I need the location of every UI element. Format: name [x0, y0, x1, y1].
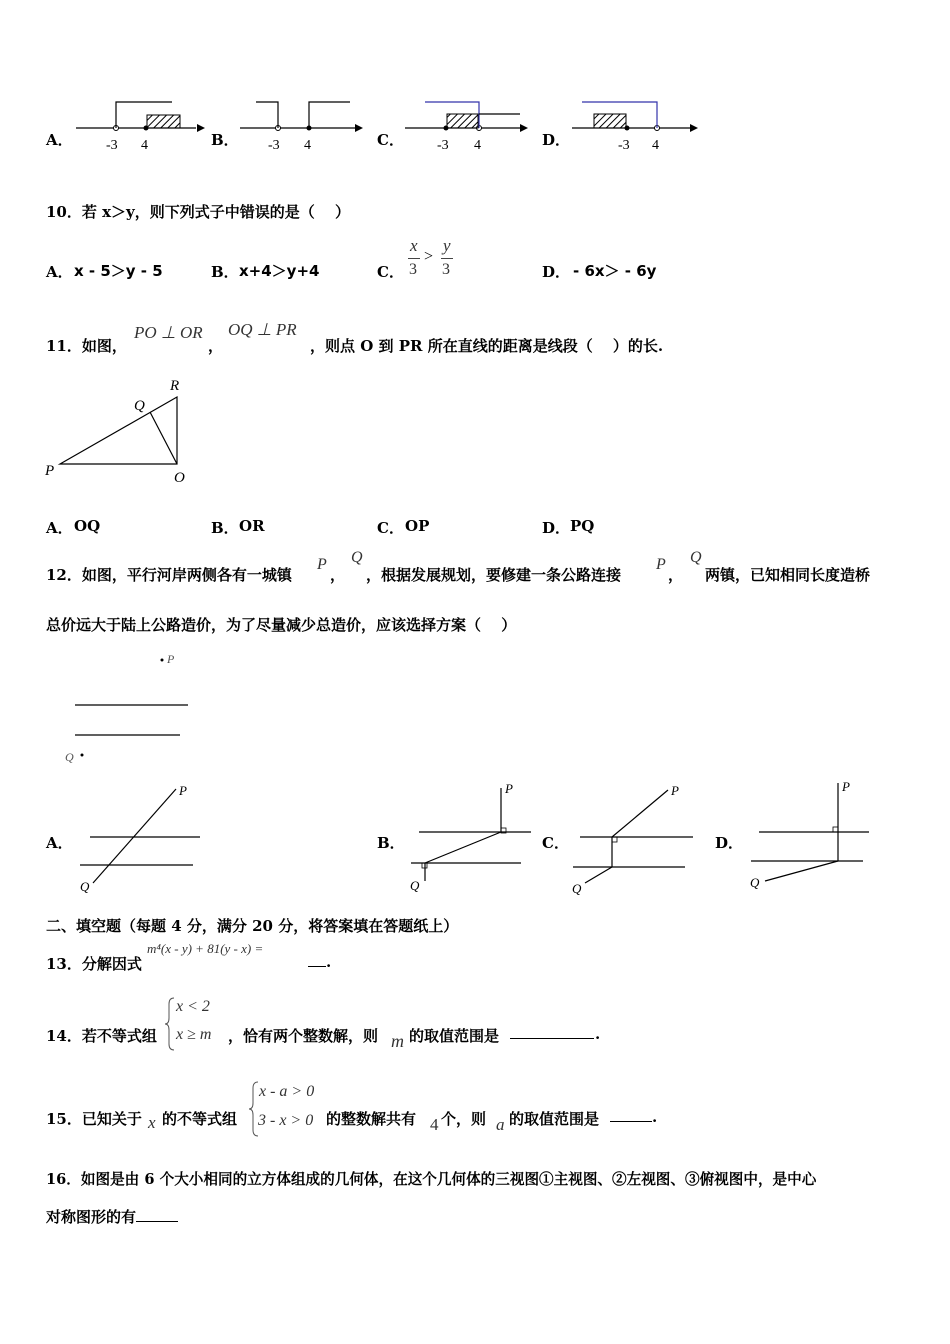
q10-option-b-text: x+4＞y+4: [239, 262, 320, 280]
q9-number-line-c: [405, 102, 528, 153]
q13-expr: m⁴(x - y) + 81(y - x) =: [147, 941, 264, 956]
q9-option-c-label[interactable]: C．: [377, 131, 404, 149]
q11-option-c-label[interactable]: C．: [377, 519, 404, 537]
q16-line2: [46, 1206, 178, 1227]
q12-option-a-figure: [75, 775, 205, 900]
q12-a-fig-q: Q: [80, 879, 90, 894]
q15-count: 4: [430, 1115, 439, 1134]
q9-option-a-label[interactable]: A．: [46, 131, 73, 149]
q13-prefix: 13．分解因式: [46, 955, 142, 973]
q10-stem: 10．若 x＞y，则下列式子中错误的是（ ）: [46, 203, 350, 221]
q15-middle2: 的整数解共有: [326, 1110, 417, 1128]
section2-title: 二、填空题（每题 4 分，满分 20 分，将答案填在答题纸上）: [46, 917, 459, 935]
q9-b-tick-minus3: -3: [268, 138, 280, 153]
q9-d-tick-minus3: -3: [618, 138, 630, 153]
q16-line1: 16．如图是由 6 个大小相同的立方体组成的几何体，在这个几何体的三视图①主视图、②左视图、③俯视图中，是中心: [46, 1171, 817, 1188]
q13-suffix: .: [326, 953, 332, 971]
q15-inequality-system: [249, 1080, 329, 1138]
q12-q-1: Q: [351, 549, 363, 566]
q12-line1-a: 12．如图，平行河岸两侧各有一城镇: [46, 566, 292, 584]
q15-line2: 3 - x > 0: [258, 1112, 314, 1129]
q12-q-2: Q: [690, 549, 702, 566]
q15-var-x: x: [148, 1113, 156, 1132]
q12-option-b-label[interactable]: B．: [377, 834, 405, 852]
q12-b-fig-p: P: [505, 781, 513, 796]
q10-c-num2: y: [443, 236, 451, 255]
q9-b-tick-4: 4: [304, 138, 311, 153]
q12-d-fig-p: P: [842, 779, 850, 794]
q10-c-den2: 3: [442, 261, 450, 278]
q10-option-c-fraction: [406, 236, 466, 284]
q14-var: m: [391, 1031, 404, 1051]
q12-d-fig-q: Q: [750, 875, 760, 890]
q12-line1-b: ，根据发展规划，要修建一条公路连接: [366, 566, 622, 584]
q9-number-line-d: [572, 102, 698, 153]
q14-end: .: [595, 1025, 601, 1043]
q14-line2: x ≥ m: [176, 1026, 212, 1043]
q14-brace-icon: [165, 996, 175, 1052]
q12-option-d-figure: [745, 775, 875, 900]
q12-option-a-label[interactable]: A．: [46, 834, 73, 852]
q9-a-tick-4: 4: [141, 138, 148, 153]
q10-c-num1: x: [410, 236, 418, 255]
q16-line2-text: 对称图形的有: [46, 1208, 137, 1226]
q12-river-figure: [55, 645, 205, 770]
q11-triangle-figure: [40, 374, 200, 489]
q9-number-line-a: [76, 102, 205, 153]
q11-option-c-text: OP: [405, 517, 430, 535]
q12-line1-c: 两镇，已知相同长度造桥: [705, 566, 871, 584]
q9-number-lines: [0, 90, 720, 160]
q14-answer-blank[interactable]: [510, 1025, 594, 1039]
q12-b-fig-q: Q: [410, 878, 420, 893]
q11-option-d-label[interactable]: D．: [542, 519, 571, 537]
q11-label-r: R: [170, 378, 180, 394]
q12-comma-2: ，: [668, 566, 684, 584]
q10-c-rel: >: [424, 248, 434, 265]
q11-option-d-text: PQ: [570, 517, 595, 535]
q9-d-tick-4: 4: [652, 138, 659, 153]
q12-option-c-label[interactable]: C．: [542, 834, 569, 852]
q12-fig-p: P: [167, 652, 175, 666]
q9-c-tick-minus3: -3: [437, 138, 449, 153]
q15-answer-blank[interactable]: [610, 1108, 652, 1122]
q11-option-b-label[interactable]: B．: [211, 519, 239, 537]
q11-expr1: PO ⊥ OR: [134, 323, 203, 342]
q15-line1: x - a > 0: [259, 1083, 315, 1100]
q12-option-d-label[interactable]: D．: [715, 834, 744, 852]
q15-middle3: 个，则: [441, 1110, 487, 1128]
q11-label-q: Q: [134, 398, 145, 414]
q15-end: .: [652, 1108, 658, 1126]
q9-option-b-label[interactable]: B．: [211, 131, 239, 149]
q11-label-p: P: [45, 463, 55, 479]
q11-option-a-text: OQ: [74, 517, 101, 535]
q12-a-fig-p: P: [179, 783, 187, 798]
q11-suffix: ，则点 O 到 PR 所在直线的距离是线段（ ）的长.: [310, 337, 664, 355]
q12-comma-1: ，: [330, 566, 346, 584]
q11-sep: ，: [208, 337, 224, 355]
q15-middle1: 的不等式组: [162, 1110, 238, 1128]
q13-answer-blank[interactable]: [308, 953, 326, 967]
q10-option-a-text: x - 5＞y - 5: [74, 262, 163, 280]
q12-p-1: P: [317, 556, 327, 573]
q12-option-b-figure: [405, 775, 535, 900]
q11-option-b-text: OR: [239, 517, 265, 535]
q16-answer-blank[interactable]: [136, 1208, 178, 1222]
q15-suffix: 的取值范围是: [509, 1110, 600, 1128]
q11-option-a-label[interactable]: A．: [46, 519, 73, 537]
q11-label-o: O: [174, 470, 185, 486]
q10-option-c-label[interactable]: C．: [377, 263, 404, 281]
q12-c-fig-q: Q: [572, 881, 582, 896]
q10-option-a-label[interactable]: A．: [46, 263, 73, 281]
q12-c-fig-p: P: [671, 783, 679, 798]
q11-expr2: OQ ⊥ PR: [228, 320, 297, 339]
q14-middle: ，恰有两个整数解，则: [228, 1027, 379, 1045]
q9-a-tick-minus3: -3: [106, 138, 118, 153]
q14-suffix: 的取值范围是: [409, 1027, 500, 1045]
q12-line2: 总价远大于陆上公路造价，为了尽量减少总造价，应该选择方案（ ）: [46, 616, 517, 634]
q10-c-den1: 3: [409, 261, 417, 278]
q15-var-a: a: [496, 1115, 505, 1134]
q14-inequality-system: [165, 996, 225, 1052]
q12-fig-q: Q: [65, 750, 74, 764]
q12-p-2: P: [656, 556, 666, 573]
q9-option-d-label[interactable]: D．: [542, 131, 571, 149]
q9-c-tick-4: 4: [474, 138, 481, 153]
q10-option-d-text: - 6x＞ - 6y: [573, 262, 657, 280]
q10-option-b-label[interactable]: B．: [211, 263, 239, 281]
q11-prefix: 11．如图，: [46, 337, 127, 355]
q12-option-c-figure: [565, 775, 700, 900]
q10-option-d-label[interactable]: D．: [542, 263, 571, 281]
q15-prefix: 15．已知关于: [46, 1110, 142, 1128]
q14-prefix: 14．若不等式组: [46, 1027, 157, 1045]
q9-number-line-b: [240, 102, 363, 153]
q14-line1: x < 2: [176, 998, 210, 1015]
